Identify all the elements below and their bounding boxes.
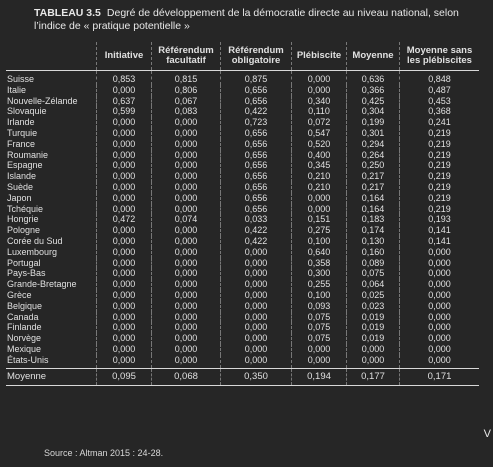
value-cell: 0,425 — [347, 96, 400, 107]
value-cell: 0,219 — [400, 204, 480, 215]
country-cell: Espagne — [7, 160, 43, 171]
value-cell: 0,023 — [347, 301, 400, 312]
value-cell: 0,000 — [152, 117, 221, 128]
value-cell: 0,000 — [97, 225, 152, 236]
value-cell: 0,219 — [400, 160, 480, 171]
value-cell: 0,000 — [152, 150, 221, 161]
value-cell: 0,000 — [221, 279, 292, 290]
value-cell: 0,400 — [292, 150, 347, 161]
value-cell: 0,075 — [292, 312, 347, 323]
value-cell: 0,000 — [400, 247, 480, 258]
value-cell: 0,000 — [97, 279, 152, 290]
average-cell: 0,177 — [347, 368, 400, 385]
table-row — [6, 344, 479, 355]
table-row — [6, 150, 479, 161]
value-cell: 0,164 — [347, 204, 400, 215]
table-row — [6, 214, 479, 225]
value-cell: 0,853 — [97, 71, 152, 85]
value-cell: 0,487 — [400, 85, 480, 96]
table-row — [6, 106, 479, 117]
table-row — [6, 171, 479, 182]
table-row — [6, 355, 479, 368]
average-label: Moyenne — [6, 368, 97, 385]
value-cell: 0,875 — [221, 71, 292, 85]
country-cell: Grèce — [7, 289, 32, 300]
value-cell: 0,000 — [152, 279, 221, 290]
value-cell: 0,000 — [152, 204, 221, 215]
country-cell: Italie — [7, 84, 27, 95]
table-row — [6, 301, 479, 312]
value-cell: 0,255 — [292, 279, 347, 290]
country-cell: Norvège — [7, 333, 42, 344]
value-cell: 0,074 — [152, 214, 221, 225]
value-cell: 0,000 — [152, 247, 221, 258]
country-cell: Pays-Bas — [7, 268, 46, 279]
value-cell: 0,160 — [347, 247, 400, 258]
value-cell: 0,806 — [152, 85, 221, 96]
value-cell: 0,174 — [347, 225, 400, 236]
value-cell: 0,000 — [97, 333, 152, 344]
value-cell: 0,064 — [347, 279, 400, 290]
value-cell: 0,000 — [152, 355, 221, 368]
value-cell: 0,340 — [292, 96, 347, 107]
value-cell: 0,000 — [97, 182, 152, 193]
value-cell: 0,656 — [221, 204, 292, 215]
average-cell: 0,350 — [221, 368, 292, 385]
country-cell: Corée du Sud — [7, 235, 63, 246]
value-cell: 0,141 — [400, 225, 480, 236]
country-cell: Suède — [7, 181, 34, 192]
value-cell: 0,000 — [97, 290, 152, 301]
value-cell: 0,264 — [347, 150, 400, 161]
value-cell: 0,656 — [221, 85, 292, 96]
country-cell: Islande — [7, 171, 37, 182]
country-cell: Tchéquie — [7, 203, 44, 214]
country-cell: Pologne — [7, 225, 41, 236]
value-cell: 0,422 — [221, 106, 292, 117]
table-caption: Degré de développement de la démocratie directe au niveau national, selon l’indice de « pratique potentielle » — [34, 7, 459, 32]
value-cell: 0,301 — [347, 128, 400, 139]
value-cell: 0,110 — [292, 106, 347, 117]
value-cell: 0,000 — [97, 344, 152, 355]
table-title — [34, 7, 474, 33]
value-cell: 0,656 — [221, 96, 292, 107]
value-cell: 0,656 — [221, 139, 292, 150]
average-cell: 0,194 — [292, 368, 347, 385]
value-cell: 0,000 — [400, 258, 480, 269]
value-cell: 0,000 — [152, 225, 221, 236]
value-cell: 0,000 — [152, 128, 221, 139]
source-note: Source : Altman 2015 : 24-28. — [44, 448, 164, 458]
value-cell: 0,520 — [292, 139, 347, 150]
value-cell: 0,241 — [400, 117, 480, 128]
value-cell: 0,358 — [292, 258, 347, 269]
data-table — [6, 42, 479, 386]
value-cell: 0,000 — [292, 344, 347, 355]
column-header-moyenne: Moyenne — [347, 42, 400, 71]
table-row — [6, 117, 479, 128]
value-cell: 0,100 — [292, 236, 347, 247]
column-header-plebiscite: Plébiscite — [292, 42, 347, 71]
value-cell: 0,075 — [292, 322, 347, 333]
value-cell: 0,815 — [152, 71, 221, 85]
table-label: TABLEAU 3.5 — [34, 7, 101, 19]
value-cell: 0,000 — [97, 355, 152, 368]
value-cell: 0,000 — [97, 160, 152, 171]
value-cell: 0,000 — [97, 150, 152, 161]
value-cell: 0,304 — [347, 106, 400, 117]
value-cell: 0,000 — [400, 290, 480, 301]
value-cell: 0,000 — [97, 322, 152, 333]
value-cell: 0,210 — [292, 171, 347, 182]
value-cell: 0,000 — [152, 290, 221, 301]
value-cell: 0,072 — [292, 117, 347, 128]
value-cell: 0,000 — [97, 268, 152, 279]
value-cell: 0,656 — [221, 171, 292, 182]
value-cell: 0,100 — [292, 290, 347, 301]
value-cell: 0,000 — [152, 301, 221, 312]
value-cell: 0,000 — [152, 182, 221, 193]
value-cell: 0,000 — [97, 204, 152, 215]
table-row — [6, 225, 479, 236]
value-cell: 0,000 — [221, 290, 292, 301]
value-cell: 0,368 — [400, 106, 480, 117]
table-row — [6, 160, 479, 171]
average-cell: 0,171 — [400, 368, 480, 385]
value-cell: 0,075 — [347, 268, 400, 279]
value-cell: 0,000 — [97, 236, 152, 247]
value-cell: 0,183 — [347, 214, 400, 225]
value-cell: 0,848 — [400, 71, 480, 85]
table-row — [6, 71, 479, 85]
value-cell: 0,000 — [97, 247, 152, 258]
value-cell: 0,000 — [97, 301, 152, 312]
value-cell: 0,219 — [400, 182, 480, 193]
value-cell: 0,300 — [292, 268, 347, 279]
country-cell: Luxembourg — [7, 246, 58, 257]
value-cell: 0,640 — [292, 247, 347, 258]
value-cell: 0,000 — [152, 258, 221, 269]
table-row — [6, 139, 479, 150]
value-cell: 0,219 — [400, 193, 480, 204]
value-cell: 0,151 — [292, 214, 347, 225]
value-cell: 0,130 — [347, 236, 400, 247]
country-cell: Roumanie — [7, 149, 49, 160]
value-cell: 0,000 — [152, 333, 221, 344]
value-cell: 0,210 — [292, 182, 347, 193]
value-cell: 0,000 — [97, 85, 152, 96]
value-cell: 0,000 — [400, 333, 480, 344]
value-cell: 0,199 — [347, 117, 400, 128]
value-cell: 0,656 — [221, 150, 292, 161]
value-cell: 0,636 — [347, 71, 400, 85]
value-cell: 0,000 — [400, 268, 480, 279]
value-cell: 0,019 — [347, 333, 400, 344]
country-cell: Finlande — [7, 322, 42, 333]
value-cell: 0,599 — [97, 106, 152, 117]
value-cell: 0,000 — [400, 279, 480, 290]
country-cell: Japon — [7, 192, 32, 203]
value-cell: 0,000 — [97, 171, 152, 182]
value-cell: 0,141 — [400, 236, 480, 247]
value-cell: 0,656 — [221, 160, 292, 171]
value-cell: 0,219 — [400, 171, 480, 182]
value-cell: 0,019 — [347, 322, 400, 333]
value-cell: 0,217 — [347, 171, 400, 182]
value-cell: 0,000 — [292, 85, 347, 96]
value-cell: 0,025 — [347, 290, 400, 301]
country-cell: Canada — [7, 311, 39, 322]
value-cell: 0,422 — [221, 236, 292, 247]
average-row — [6, 368, 479, 385]
value-cell: 0,219 — [400, 139, 480, 150]
value-cell: 0,656 — [221, 193, 292, 204]
table-row — [6, 85, 479, 96]
country-cell: Mexique — [7, 343, 42, 354]
table-row — [6, 322, 479, 333]
value-cell: 0,075 — [292, 333, 347, 344]
value-cell: 0,656 — [221, 182, 292, 193]
column-header-referendum-facultatif: Référendum facultatif — [152, 42, 221, 71]
value-cell: 0,000 — [97, 312, 152, 323]
value-cell: 0,083 — [152, 106, 221, 117]
value-cell: 0,000 — [400, 355, 480, 368]
value-cell: 0,000 — [292, 71, 347, 85]
table-row — [6, 182, 479, 193]
header-row — [6, 42, 479, 71]
value-cell: 0,656 — [221, 128, 292, 139]
value-cell: 0,422 — [221, 225, 292, 236]
value-cell: 0,000 — [221, 301, 292, 312]
table-row — [6, 279, 479, 290]
value-cell: 0,164 — [347, 193, 400, 204]
value-cell: 0,345 — [292, 160, 347, 171]
column-header-initiative: Initiative — [97, 42, 152, 71]
value-cell: 0,000 — [292, 355, 347, 368]
value-cell: 0,000 — [97, 128, 152, 139]
value-cell: 0,000 — [97, 193, 152, 204]
country-cell: France — [7, 138, 36, 149]
value-cell: 0,000 — [152, 139, 221, 150]
value-cell: 0,000 — [400, 322, 480, 333]
country-cell: Hongrie — [7, 214, 39, 225]
country-cell: Grande-Bretagne — [7, 279, 77, 290]
value-cell: 0,093 — [292, 301, 347, 312]
value-cell: 0,000 — [400, 344, 480, 355]
country-cell: Slovaquie — [7, 106, 47, 117]
value-cell: 0,637 — [97, 96, 152, 107]
country-cell: Nouvelle-Zélande — [7, 95, 78, 106]
table-row — [6, 333, 479, 344]
country-cell: États-Unis — [7, 354, 49, 365]
value-cell: 0,000 — [221, 333, 292, 344]
value-cell: 0,294 — [347, 139, 400, 150]
value-cell: 0,000 — [347, 344, 400, 355]
value-cell: 0,000 — [97, 139, 152, 150]
value-cell: 0,453 — [400, 96, 480, 107]
value-cell: 0,723 — [221, 117, 292, 128]
value-cell: 0,000 — [97, 258, 152, 269]
value-cell: 0,000 — [152, 236, 221, 247]
value-cell: 0,000 — [292, 193, 347, 204]
value-cell: 0,000 — [152, 312, 221, 323]
table-row — [6, 204, 479, 215]
value-cell: 0,000 — [97, 117, 152, 128]
value-cell: 0,000 — [152, 171, 221, 182]
value-cell: 0,000 — [152, 322, 221, 333]
cropped-text-fragment: V — [483, 428, 491, 440]
value-cell: 0,000 — [221, 268, 292, 279]
value-cell: 0,000 — [152, 268, 221, 279]
country-cell: Portugal — [7, 257, 41, 268]
average-cell: 0,068 — [152, 368, 221, 385]
country-cell: Turquie — [7, 127, 38, 138]
value-cell: 0,000 — [221, 355, 292, 368]
value-cell: 0,000 — [347, 355, 400, 368]
value-cell: 0,000 — [152, 344, 221, 355]
value-cell: 0,366 — [347, 85, 400, 96]
value-cell: 0,019 — [347, 312, 400, 323]
value-cell: 0,219 — [400, 150, 480, 161]
value-cell: 0,217 — [347, 182, 400, 193]
value-cell: 0,219 — [400, 128, 480, 139]
table-row — [6, 96, 479, 107]
value-cell: 0,000 — [400, 312, 480, 323]
table-row — [6, 236, 479, 247]
value-cell: 0,000 — [221, 258, 292, 269]
value-cell: 0,472 — [97, 214, 152, 225]
value-cell: 0,275 — [292, 225, 347, 236]
table-row — [6, 290, 479, 301]
table-row — [6, 193, 479, 204]
value-cell: 0,193 — [400, 214, 480, 225]
value-cell: 0,033 — [221, 214, 292, 225]
value-cell: 0,067 — [152, 96, 221, 107]
average-cell: 0,095 — [97, 368, 152, 385]
value-cell: 0,000 — [152, 160, 221, 171]
value-cell: 0,000 — [221, 322, 292, 333]
table-row — [6, 247, 479, 258]
column-header-referendum-obligatoire: Référendum obligatoire — [221, 42, 292, 71]
table-row — [6, 268, 479, 279]
value-cell: 0,000 — [292, 204, 347, 215]
value-cell: 0,250 — [347, 160, 400, 171]
value-cell: 0,000 — [221, 344, 292, 355]
table-row — [6, 312, 479, 323]
value-cell: 0,000 — [221, 312, 292, 323]
value-cell: 0,000 — [152, 193, 221, 204]
column-header-country — [6, 42, 97, 71]
table-row — [6, 128, 479, 139]
table-row — [6, 258, 479, 269]
value-cell: 0,000 — [221, 247, 292, 258]
column-header-moyenne-sans-plebiscites: Moyenne sans les plébiscites — [400, 42, 480, 71]
value-cell: 0,089 — [347, 258, 400, 269]
value-cell: 0,547 — [292, 128, 347, 139]
country-cell: Suisse — [7, 74, 35, 84]
value-cell: 0,000 — [400, 301, 480, 312]
country-cell: Belgique — [7, 300, 43, 311]
country-cell: Irlande — [7, 117, 35, 128]
